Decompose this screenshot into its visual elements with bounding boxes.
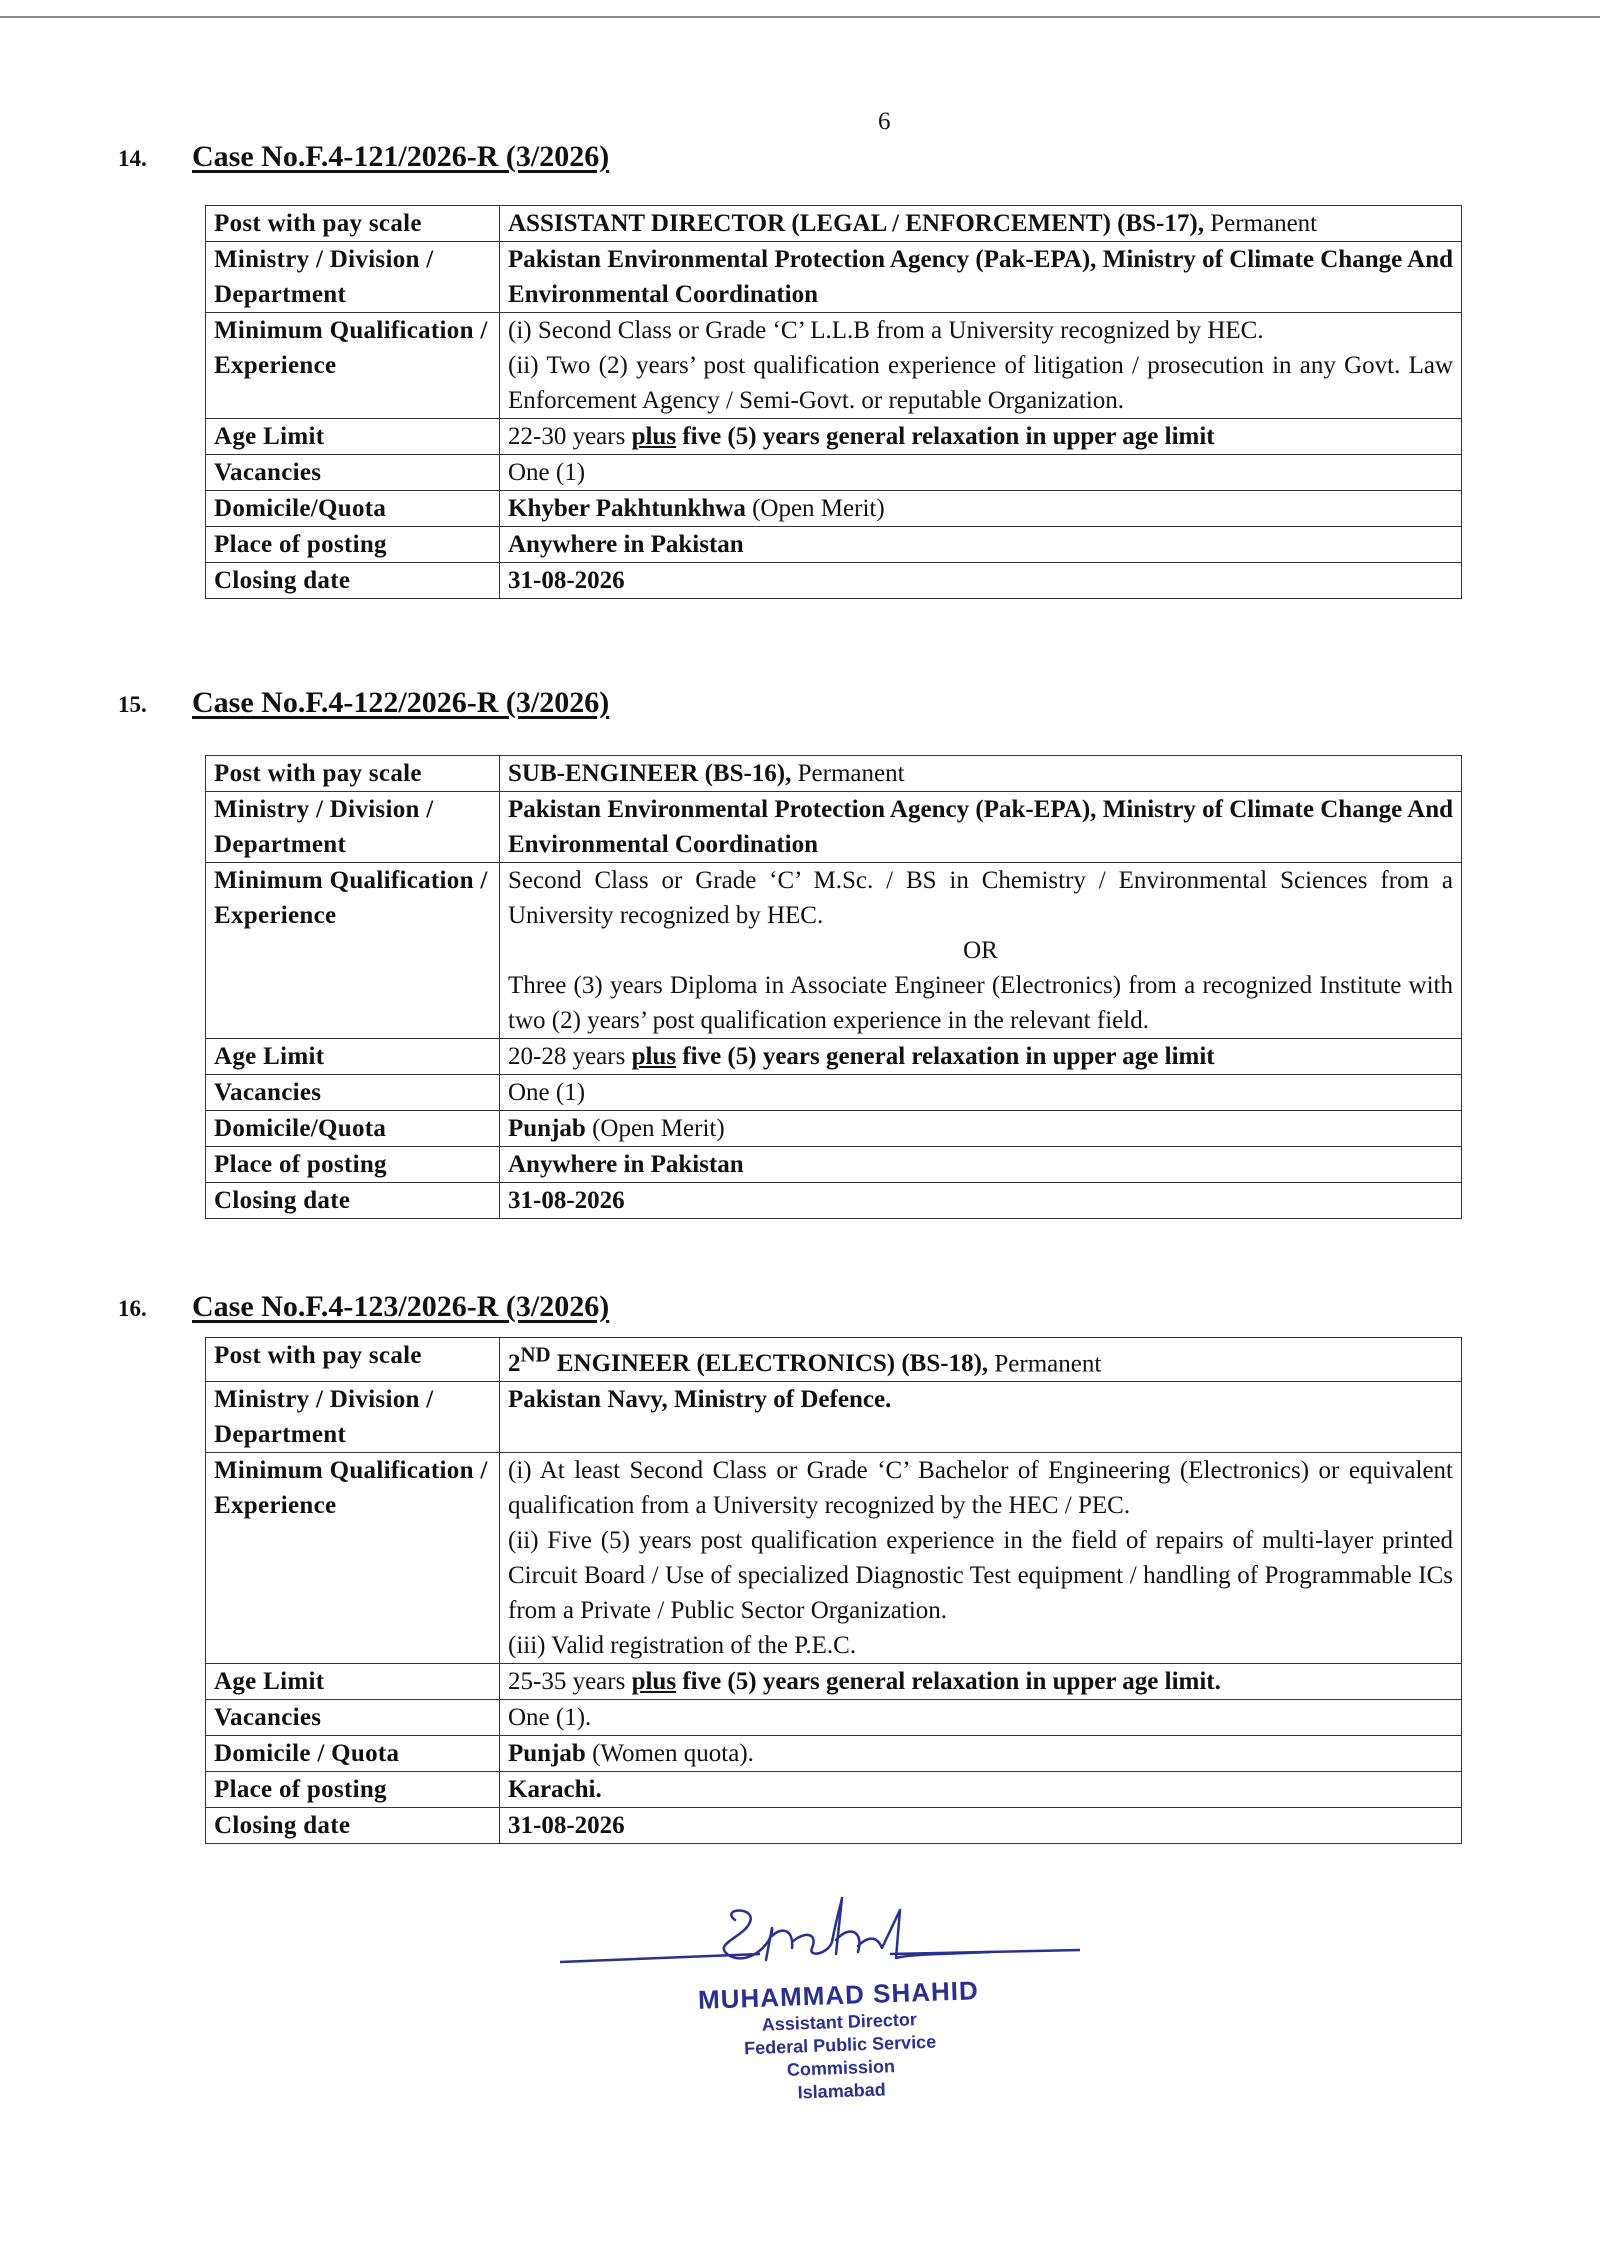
table-row	[206, 491, 1462, 527]
table-row	[206, 455, 1462, 491]
case-heading	[118, 140, 609, 174]
table-row	[206, 1039, 1462, 1075]
case-table	[205, 1337, 1462, 1844]
table-row	[206, 527, 1462, 563]
row-label: Place of posting	[206, 1772, 500, 1808]
case-title: Case No.F.4-123/2026-R (3/2026)	[192, 1290, 610, 1323]
row-label: Domicile/Quota	[206, 491, 500, 527]
table-row	[206, 1147, 1462, 1183]
row-label: Vacancies	[206, 1075, 500, 1111]
table-row	[206, 756, 1462, 792]
signatory-city: Islamabad	[797, 2079, 887, 2103]
row-value: Second Class or Grade ‘C’ M.Sc. / BS in Chemistry / Environmental Sciences from a University recognized by HEC. OR Three (3) years Diploma in Associate Engineer (Electronics) from a recognized Institute with two (2) years’ post qualification experience in the relevant field.	[500, 863, 1462, 1039]
row-label: Post with pay scale	[206, 1338, 500, 1382]
case-title: Case No.F.4-121/2026-R (3/2026)	[192, 140, 610, 173]
row-value: Pakistan Navy, Ministry of Defence.	[500, 1382, 1462, 1453]
table-row	[206, 419, 1462, 455]
table-row	[206, 1382, 1462, 1453]
row-value: Pakistan Environmental Protection Agency (Pak-EPA), Ministry of Climate Change And Environmental Coordination	[500, 242, 1462, 313]
handwritten-signature	[560, 1880, 1120, 1990]
table-row	[206, 206, 1462, 242]
signatory-name: MUHAMMAD SHAHID	[697, 1975, 980, 2015]
table-row	[206, 863, 1462, 1039]
table-row	[206, 242, 1462, 313]
case-number: 15.	[118, 692, 147, 717]
row-label: Closing date	[206, 563, 500, 599]
table-row	[206, 1736, 1462, 1772]
table-row	[206, 1075, 1462, 1111]
row-value: Karachi.	[500, 1772, 1462, 1808]
row-value: 22-30 years plus five (5) years general relaxation in upper age limit	[500, 419, 1462, 455]
row-label: Closing date	[206, 1183, 500, 1219]
row-value: 20-28 years plus five (5) years general relaxation in upper age limit	[500, 1039, 1462, 1075]
row-label: Domicile / Quota	[206, 1736, 500, 1772]
row-label: Closing date	[206, 1808, 500, 1844]
row-label: Domicile/Quota	[206, 1111, 500, 1147]
case-table	[205, 205, 1462, 599]
row-value: SUB-ENGINEER (BS-16), Permanent	[500, 756, 1462, 792]
row-value: One (1).	[500, 1700, 1462, 1736]
case-table	[205, 755, 1462, 1219]
row-label: Ministry / Division / Department	[206, 1382, 500, 1453]
row-value: One (1)	[500, 1075, 1462, 1111]
row-label: Minimum Qualification / Experience	[206, 863, 500, 1039]
row-label: Vacancies	[206, 455, 500, 491]
table-row	[206, 1808, 1462, 1844]
table-row	[206, 1664, 1462, 1700]
scan-edge-line	[0, 16, 1600, 18]
case-number: 14.	[118, 146, 147, 171]
row-label: Age Limit	[206, 1039, 500, 1075]
row-label: Post with pay scale	[206, 206, 500, 242]
row-value: One (1)	[500, 455, 1462, 491]
row-label: Place of posting	[206, 1147, 500, 1183]
row-value: (i) Second Class or Grade ‘C’ L.L.B from a University recognized by HEC. (ii) Two (2) years’ post qualification experience of litigation / prosecution in any Govt. Law Enforcement Agency / Semi-Govt. or reputable Organization.	[500, 313, 1462, 419]
row-label: Ministry / Division / Department	[206, 792, 500, 863]
table-row	[206, 792, 1462, 863]
table-row	[206, 1700, 1462, 1736]
row-label: Minimum Qualification / Experience	[206, 313, 500, 419]
row-value: 2ND ENGINEER (ELECTRONICS) (BS-18), Permanent	[500, 1338, 1462, 1382]
row-value: 31-08-2026	[500, 1808, 1462, 1844]
case-heading	[118, 686, 609, 720]
case-heading	[118, 1290, 609, 1324]
row-value: Punjab (Women quota).	[500, 1736, 1462, 1772]
row-value: Anywhere in Pakistan	[500, 1147, 1462, 1183]
signatory-details	[688, 1975, 992, 2108]
row-value: Anywhere in Pakistan	[500, 527, 1462, 563]
case-title: Case No.F.4-122/2026-R (3/2026)	[192, 686, 610, 719]
table-row	[206, 1338, 1462, 1382]
row-label: Post with pay scale	[206, 756, 500, 792]
table-row	[206, 1772, 1462, 1808]
table-row	[206, 1183, 1462, 1219]
row-value: 31-08-2026	[500, 563, 1462, 599]
row-value: Khyber Pakhtunkhwa (Open Merit)	[500, 491, 1462, 527]
page-number: 6	[878, 108, 891, 135]
row-value: (i) At least Second Class or Grade ‘C’ Bachelor of Engineering (Electronics) or equivalent qualification from a University recognized by the HEC / PEC. (ii) Five (5) years post qualification experience in the field of repairs of multi-layer printed Circuit Board / Use of specialized Diagnostic Test equipment / handling of Programmable ICs from a Private / Public Sector Organization. (iii) Valid registration of the P.E.C.	[500, 1453, 1462, 1664]
signature-block	[560, 1880, 1120, 2103]
row-label: Age Limit	[206, 1664, 500, 1700]
row-value: 31-08-2026	[500, 1183, 1462, 1219]
case-number: 16.	[118, 1296, 147, 1321]
row-label: Ministry / Division / Department	[206, 242, 500, 313]
row-value: ASSISTANT DIRECTOR (LEGAL / ENFORCEMENT) (BS-17), Permanent	[500, 206, 1462, 242]
table-row	[206, 1111, 1462, 1147]
row-label: Place of posting	[206, 527, 500, 563]
table-row	[206, 1453, 1462, 1664]
row-label: Vacancies	[206, 1700, 500, 1736]
row-value: Punjab (Open Merit)	[500, 1111, 1462, 1147]
row-label: Age Limit	[206, 419, 500, 455]
signatory-organization: Federal Public Service Commission	[743, 2031, 937, 2080]
signatory-designation: Assistant Director	[761, 2009, 918, 2035]
row-value: 25-35 years plus five (5) years general relaxation in upper age limit.	[500, 1664, 1462, 1700]
table-row	[206, 563, 1462, 599]
row-label: Minimum Qualification / Experience	[206, 1453, 500, 1664]
row-value: Pakistan Environmental Protection Agency (Pak-EPA), Ministry of Climate Change And Environmental Coordination	[500, 792, 1462, 863]
table-row	[206, 313, 1462, 419]
